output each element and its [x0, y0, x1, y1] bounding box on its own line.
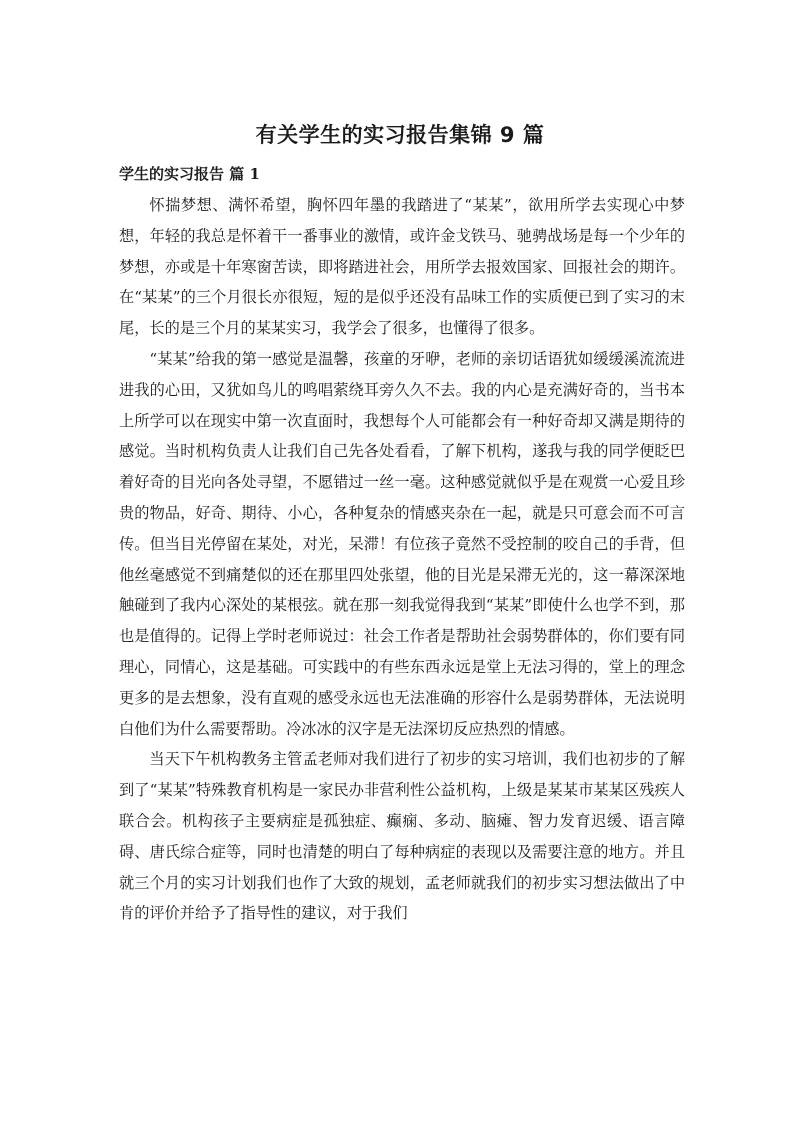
document-body: [119, 190, 685, 929]
section-heading: 学生的实习报告 篇 1: [119, 165, 260, 183]
document-title: 有关学生的实习报告集锦 9 篇: [255, 123, 545, 147]
body-paragraph: “某某”给我的第一感觉是温馨，孩童的牙咿，老师的亲切话语犹如缓缓溪流流进进我的心田，又犹如鸟儿的鸣唱萦绕耳旁久久不去。我的内心是充满好奇的，当书本上所学可以在现实中第一次直面时，我想每个人可能都会有一种好奇却又满是期待的感觉。当时机构负责人让我们自己先各处看看，了解下机构，遂我与我的同学便眨巴着好奇的目光向各处寻望，不愿错过一丝一毫。这种感觉就似乎是在观赏一心爱且珍贵的物品，好奇、期待、小心，各种复杂的情感夹杂在一起，就是只可意会而不可言传。但当目光停留在某处，对光，呆滞！有位孩子竟然不受控制的咬自己的手背，但他丝毫感觉不到痛楚似的还在那里四处张望，他的目光是呆滞无光的，这一幕深深地触碰到了我内心深处的某根弦。就在那一刻我觉得我到“某某”即使什么也学不到，那也是值得的。记得上学时老师说过：社会工作者是帮助社会弱势群体的，你们要有同理心，同情心，这是基础。可实践中的有些东西永远是堂上无法习得的，堂上的理念更多的是去想象，没有直观的感受永远也无法准确的形容什么是弱势群体，无法说明白他们为什么需要帮助。冷冰冰的汉字是无法深切反应热烈的情感。: [119, 349, 685, 738]
body-paragraph: 当天下午机构教务主管孟老师对我们进行了初步的实习培训，我们也初步的了解到了“某某”特殊教育机构是一家民办非营利性公益机构，上级是某某市某某区残疾人联合会。机构孩子主要病症是孤独症、癫痫、多动、脑瘫、智力发育迟缓、语言障碍、唐氏综合症等，同时也清楚的明白了每种病症的表现以及需要注意的地方。并且就三个月的实习计划我们也作了大致的规划，孟老师就我们的初步实习想法做出了中肯的评价并给予了指导性的建议，对于我们: [119, 750, 685, 923]
body-paragraph: 怀揣梦想、满怀希望，胸怀四年墨的我踏进了“某某”，欲用所学去实现心中梦想，年轻的我总是怀着干一番事业的激情，或许金戈铁马、驰骋战场是每一个少年的梦想，亦或是十年寒窗苦读，即将踏进社会，用所学去报效国家、回报社会的期许。在“某某”的三个月很长亦很短，短的是似乎还没有品味工作的实质便已到了实习的末尾，长的是三个月的某某实习，我学会了很多，也懂得了很多。: [119, 196, 685, 338]
